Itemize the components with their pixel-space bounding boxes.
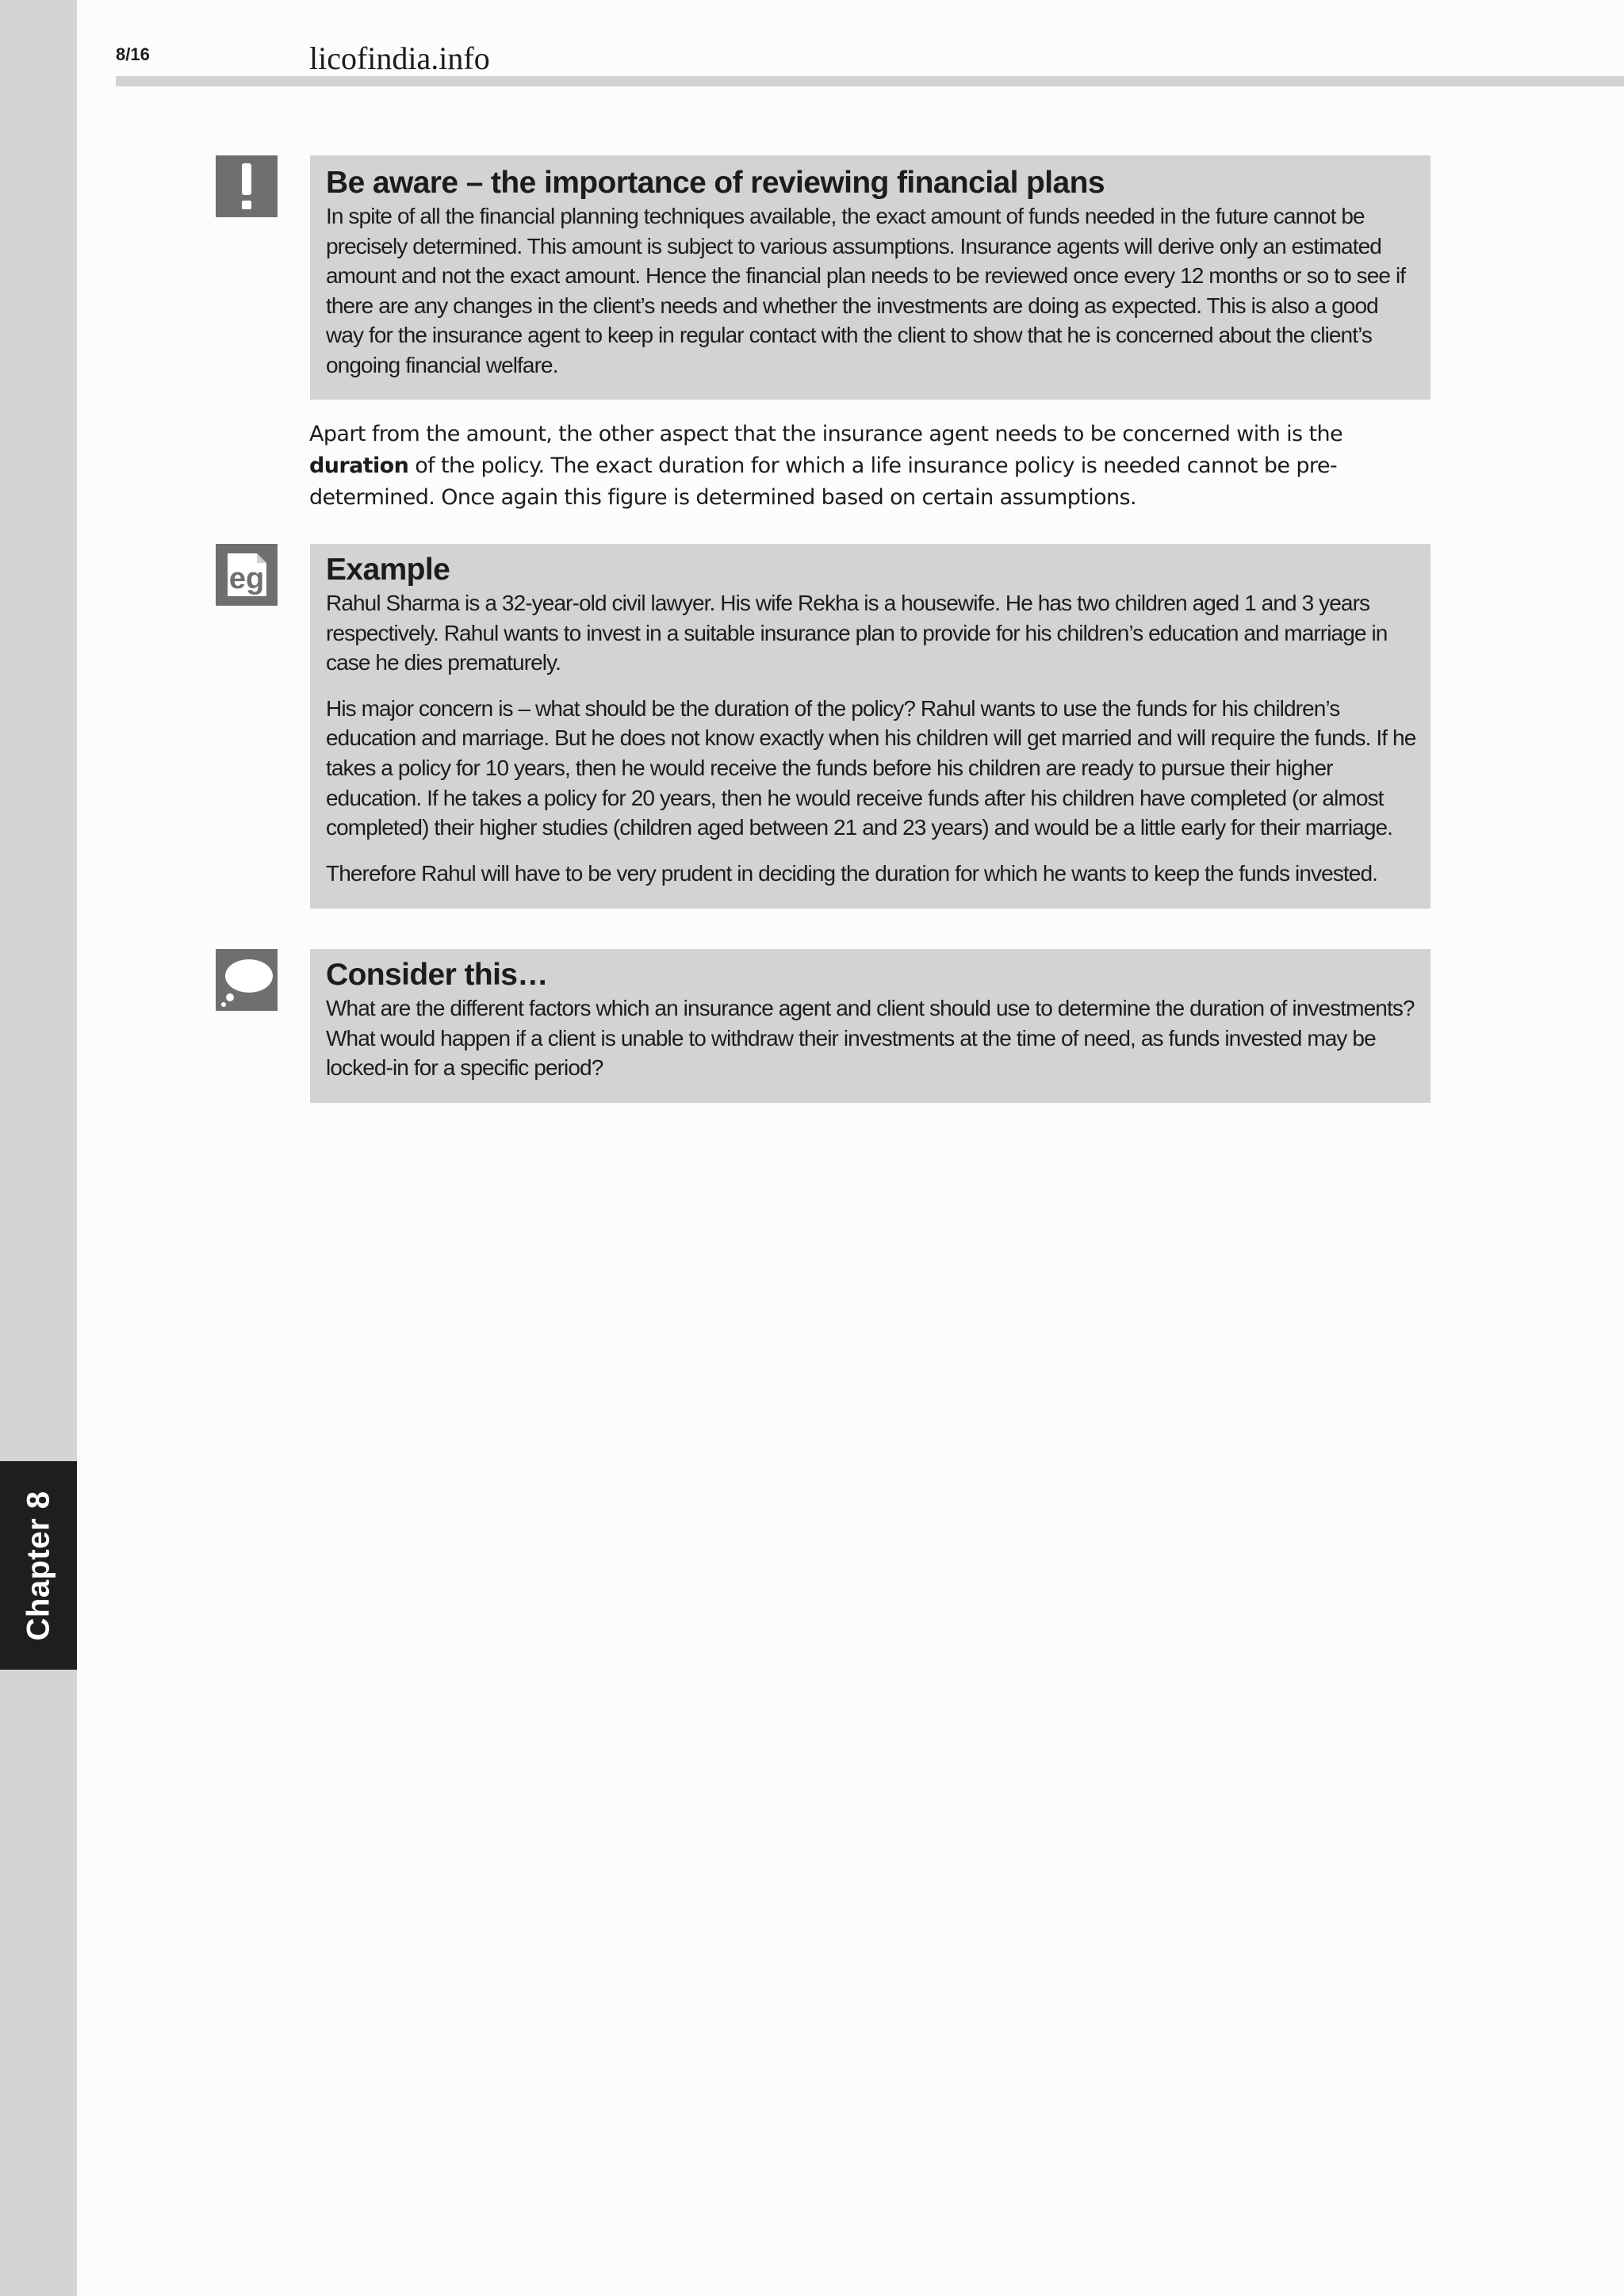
duration-bold-term: duration [309,453,409,478]
duration-paragraph [309,419,1439,514]
thought-bubble-icon [216,949,278,1011]
header-rule [116,76,1624,86]
example-paragraph-1: Rahul Sharma is a 32-year-old civil lawyer. His wife Rekha is a housewife. He has two children aged 1 and 3 years respectively. Rahul wants to invest in a suitable insurance plan to provide for his children’s education and marriage in case he dies prematurely. [326,591,1388,675]
consider-text: What are the different factors which an insurance agent and client should use to determine the duration of investments? What would happen if a client is unable to withdraw their investments at the time of need, as funds invested may be locked-in for a specific period? [326,996,1415,1081]
be-aware-text: In spite of all the financial planning techniques available, the exact amount of funds needed in the future cannot be precisely determined. This amount is subject to various assumptions. Insurance agents will derive only an estimated amount and not the exact amount. Hence the financial plan needs to be reviewed once every 12 months or so to see if there are any changes in the client’s needs and whether the investments are doing as expected. This is also a good way for the insurance agent to keep in regular contact with the client to show that he is concerned about the client’s ongoing financial welfare. [326,204,1406,377]
example-paragraph-2: His major concern is – what should be the duration of the policy? Rahul wants to use the funds for his children’s education and marriage. But he does not know exactly when his children will get married and will require the funds. If he takes a policy for 10 years, then he would receive the funds before his children are ready to pursue their higher education. If he takes a policy for 20 years, then he would receive funds after his children have completed (or almost completed) their higher studies (children aged between 21 and 23 years) and would be a little early for their marriage. [326,695,1416,840]
sidebar-strip [0,0,77,2296]
chapter-label: Chapter 8 [21,1490,56,1640]
duration-text-before: Apart from the amount, the other aspect that the insurance agent needs to be concerned with is the [309,422,1343,446]
be-aware-panel [310,155,1431,400]
consider-panel [310,949,1431,1103]
eg-icon [216,544,278,606]
svg-text:eg: eg [228,562,265,595]
duration-text-after: of the policy. The exact duration for which a life insurance policy is needed cannot be pre-determined. Once again this figure is determined based on certain assumptions. [309,453,1337,510]
example-panel [310,544,1431,909]
be-aware-title: Be aware – the importance of reviewing financial plans [326,166,1105,200]
chapter-tab [0,1461,77,1670]
exclamation-icon [216,155,278,217]
site-name: licofindia.info [309,40,490,76]
example-title: Example [326,553,450,587]
consider-title: Consider this… [326,958,548,992]
page-number: 8/16 [116,44,150,64]
example-paragraph-3: Therefore Rahul will have to be very prudent in deciding the duration for which he wants to keep the funds invested. [326,860,1378,886]
